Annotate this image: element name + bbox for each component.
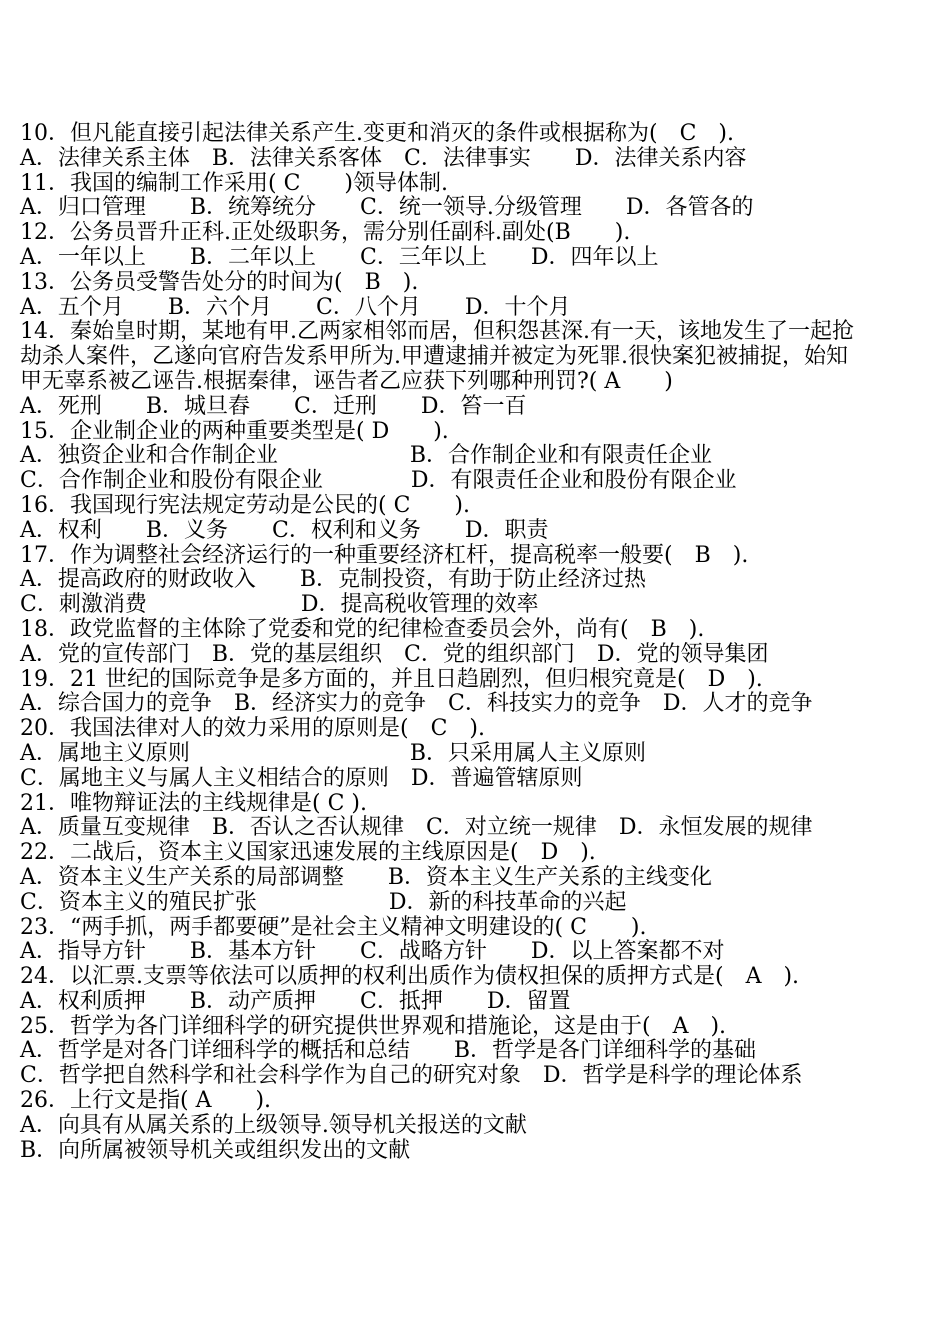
question-14-part-2: 劫杀人案件，乙遂向官府告发系甲所为.甲遭逮捕并被定为死罪.很快案犯被捕捉，始知 — [20, 344, 848, 370]
question-24: 24．以汇票.支票等依法可以质押的权利出质作为债权担保的质押方式是( A ). — [20, 964, 800, 990]
question-20: 20．我国法律对人的效力采用的原则是( C ). — [20, 716, 485, 742]
options-25-ab: A．哲学是对各门详细科学的概括和总结 B．哲学是各门详细科学的基础 — [20, 1038, 757, 1064]
options-22-cd: C．资本主义的殖民扩张 D．新的科技革命的兴起 — [20, 889, 627, 915]
options-16: A．权利 B．义务 C．权利和义务 D．职责 — [20, 517, 549, 543]
options-26-b: B．向所属被领导机关或组织发出的文献 — [20, 1137, 411, 1163]
options-11: A．归口管理 B．统筹统分 C．统一领导.分级管理 D．各管各的 — [20, 195, 754, 221]
question-25: 25．哲学为各门详细科学的研究提供世界观和措施论，这是由于( A ). — [20, 1013, 727, 1039]
question-17: 17．作为调整社会经济运行的一种重要经济杠杆，提高税率一般要( B ). — [20, 542, 749, 568]
options-25-cd: C．哲学把自然科学和社会科学作为自己的研究对象 D．哲学是科学的理论体系 — [20, 1063, 803, 1089]
question-26: 26．上行文是指( A ). — [20, 1088, 272, 1114]
options-17-ab: A．提高政府的财政收入 B．克制投资，有助于防止经济过热 — [20, 567, 647, 593]
question-13: 13．公务员受警告处分的时间为( B ). — [20, 269, 419, 295]
question-14-part-3: 甲无辜系被乙诬告.根据秦律，诬告者乙应获下列哪种刑罚?( A ) — [20, 368, 673, 394]
options-24: A．权利质押 B．动产质押 C．抵押 D．留置 — [20, 988, 571, 1014]
options-26-a: A．向具有从属关系的上级领导.领导机关报送的文献 — [20, 1112, 527, 1138]
options-21: A．质量互变规律 B．否认之否认规律 C．对立统一规律 D．永恒发展的规律 — [20, 815, 813, 841]
options-15-cd: C．合作制企业和股份有限企业 D．有限责任企业和股份有限企业 — [20, 468, 737, 494]
question-19: 19．21 世纪的国际竞争是多方面的，并且日趋剧烈，但归根究竟是( D ). — [20, 666, 763, 692]
options-20-cd: C．属地主义与属人主义相结合的原则 D．普遍管辖原则 — [20, 765, 583, 791]
question-21: 21．唯物辩证法的主线规律是( C ). — [20, 790, 367, 816]
options-12: A．一年以上 B．二年以上 C．三年以上 D．四年以上 — [20, 244, 659, 270]
document-body — [20, 122, 935, 1163]
options-22-ab: A．资本主义生产关系的局部调整 B．资本主义生产关系的主线变化 — [20, 864, 713, 890]
options-15-ab: A．独资企业和合作制企业 B．合作制企业和有限责任企业 — [20, 443, 713, 469]
question-14-part-1: 14．秦始皇时期，某地有甲.乙两家相邻而居，但积怨甚深.有一天，该地发生了一起抢 — [20, 319, 854, 345]
options-14: A．死刑 B．城旦舂 C．迁刑 D．笞一百 — [20, 393, 527, 419]
options-13: A．五个月 B．六个月 C．八个月 D．十个月 — [20, 294, 571, 320]
options-18: A．党的宣传部门 B．党的基层组织 C．党的组织部门 D．党的领导集团 — [20, 641, 769, 667]
question-12: 12．公务员晋升正科.正处级职务，需分别任副科.副处(B ). — [20, 220, 631, 246]
question-11: 11．我国的编制工作采用( C )领导体制. — [20, 170, 448, 196]
question-16: 16．我国现行宪法规定劳动是公民的( C ). — [20, 492, 470, 518]
question-22: 22．二战后，资本主义国家迅速发展的主线原因是( D ). — [20, 840, 596, 866]
question-15: 15．企业制企业的两种重要类型是( D ). — [20, 418, 449, 444]
question-18: 18．政党监督的主体除了党委和党的纪律检查委员会外，尚有( B ). — [20, 616, 705, 642]
options-17-cd: C．刺激消费 D．提高税收管理的效率 — [20, 592, 539, 618]
question-23: 23．“两手抓，两手都要硬”是社会主义精神文明建设的( C ). — [20, 914, 647, 940]
options-19: A．综合国力的竞争 B．经济实力的竞争 C．科技实力的竞争 D．人才的竞争 — [20, 691, 813, 717]
question-10: 10．但凡能直接引起法律关系产生.变更和消灭的条件或根据称为( C ). — [20, 121, 734, 146]
options-10: A．法律关系主体 B．法律关系客体 C．法律事实 D．法律关系内容 — [20, 145, 747, 171]
options-20-ab: A．属地主义原则 B．只采用属人主义原则 — [20, 740, 647, 766]
options-23: A．指导方针 B．基本方针 C．战略方针 D．以上答案都不对 — [20, 939, 725, 965]
